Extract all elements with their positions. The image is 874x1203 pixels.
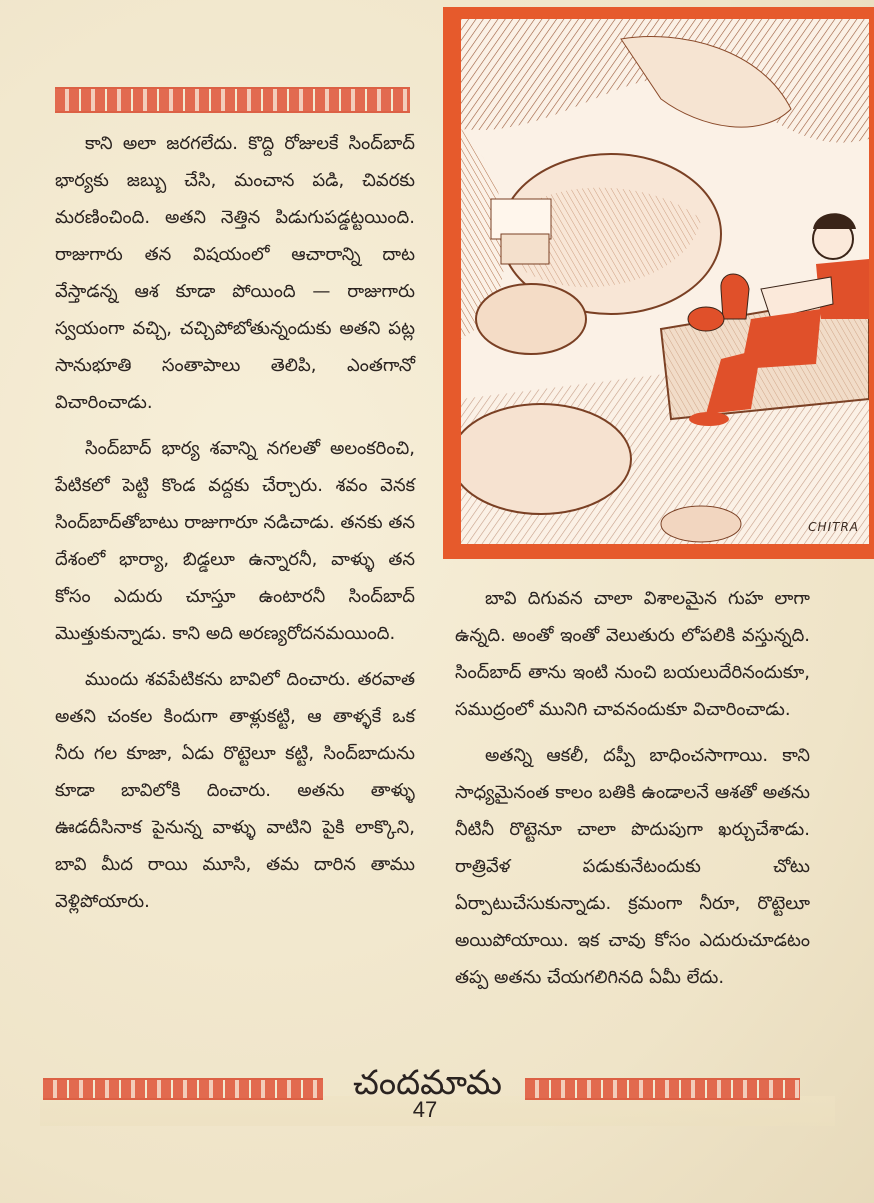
footer-ornament-right xyxy=(525,1078,800,1100)
artist-signature: CHITRA xyxy=(808,520,859,534)
illustration-scene xyxy=(461,19,869,544)
top-ornament-border xyxy=(55,87,410,113)
rock-foreground xyxy=(461,404,631,514)
left-paragraph-1: కాని అలా జరగలేదు. కొద్ది రోజులకే సింద్‌బాద్ భార్యకు జబ్బు చేసి, మంచాన పడి, చివరకు మరణించింది. అతని నెత్తిన పిడుగుపడ్డట్టయింది. రాజుగారు తన విషయంలో ఆచారాన్ని దాట వేస్తాడన్న ఆశ కూడా పోయింది — రాజుగారు స్వయంగా వచ్చి, చచ్చిపోబోతున్నందుకు అతని పట్ల సానుభూతి సంతాపాలు తెలిపి, ఎంతగానో విచారించాడు. xyxy=(55,133,415,413)
rock-middle-left xyxy=(476,284,586,354)
page-number: 47 xyxy=(412,1097,438,1122)
coffin-lid xyxy=(501,234,549,264)
magazine-title: చందమామ xyxy=(353,1063,502,1103)
cave-scene-drawing xyxy=(461,19,869,544)
water-pot-icon xyxy=(721,274,749,319)
footer-ornament-left xyxy=(43,1078,323,1100)
bread-bundle-icon xyxy=(688,307,724,331)
story-illustration xyxy=(443,7,874,559)
left-text-column xyxy=(55,125,415,929)
right-text-column xyxy=(455,580,810,1005)
small-rock xyxy=(661,506,741,542)
right-paragraph-1: బావి దిగువన చాలా విశాలమైన గుహ లాగా ఉన్నది. అంతో ఇంతో వెలుతురు లోపలికి వస్తున్నది. సింద్‌బాద్ తాను ఇంటి నుంచి బయలుదేరినందుకూ, సముద్రంలో మునిగి చావనందుకూ విచారించాడు. xyxy=(455,588,810,720)
coffin-box xyxy=(491,199,551,239)
left-paragraph-3: ముందు శవపేటికను బావిలో దించారు. తరవాత అతని చంకల కిందుగా తాళ్లుకట్టి, ఆ తాళ్ళకే ఒక నీరు గల కూజా, ఏడు రొట్టెలూ కట్టి, సింద్‌బాదును కూడా బావిలోకి దించారు. అతను తాళ్ళు ఊడదీసినాక పైనున్న వాళ్ళు వాటిని పైకి లాక్కొని, బావి మీద రాయి మూసి, తమ దారిన తాము వెళ్లిపోయారు. xyxy=(55,669,415,912)
right-paragraph-2: అతన్ని ఆకలీ, దప్పీ బాధించసాగాయి. కాని సాధ్యమైనంత కాలం బతికి ఉండాలనే ఆశతో అతను నీటినీ రొట్టెనూ చాలా పొదుపుగా ఖర్చుచేశాడు. రాత్రివేళ పడుకునేటందుకు చోటు ఏర్పాటుచేసుకున్నాడు. క్రమంగా నీరూ, రొట్టెలూ అయిపోయాయి. ఇక చావు కోసం ఎదురుచూడటం తప్ప అతను చేయగలిగినది ఏమీ లేదు. xyxy=(455,745,810,988)
left-paragraph-2: సింద్‌బాద్ భార్య శవాన్ని నగలతో అలంకరించి, పేటికలో పెట్టి కొండ వద్దకు చేర్చారు. శవం వెనక సింద్‌బాద్‌తోబాటు రాజుగారూ నడిచాడు. తనకు తన దేశంలో భార్యా, బిడ్డలూ ఉన్నారనీ, వాళ్ళు తన కోసం ఎదురు చూస్తూ ఉంటారనీ సింద్‌బాద్ మొత్తుకున్నాడు. కాని అది అరణ్యరోదనమయింది. xyxy=(55,438,415,644)
